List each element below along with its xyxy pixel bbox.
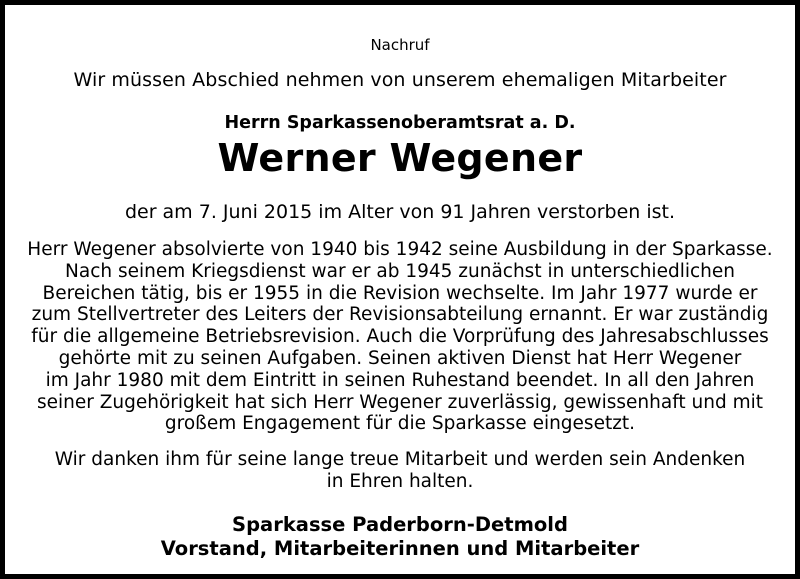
biography-line: im Jahr 1980 mit dem Eintritt in seinen Ruhestand beendet. In all den Jahren [45, 369, 755, 391]
biography-line: Nach seinem Kriegsdienst war er ab 1945 zunächst in unterschiedlichen [65, 260, 735, 282]
thanks-line: Wir danken ihm für seine lange treue Mitarbeit und werden sein Andenken [54, 449, 746, 470]
signature-group: Vorstand, Mitarbeiterinnen und Mitarbeiter [160, 537, 640, 560]
death-date-line: der am 7. Juni 2015 im Alter von 91 Jahren verstorben ist. [124, 201, 676, 223]
biography-line: gehörte mit zu seinen Aufgaben. Seinen aktiven Dienst hat Herr Wegener [58, 347, 742, 369]
biography-line: für die allgemeine Betriebsrevision. Auch die Vorprüfung des Jahresabschlusses [31, 326, 769, 348]
biography-line: großem Engagement für die Sparkasse eingesetzt. [164, 413, 636, 435]
notice-heading: Nachruf [370, 36, 430, 54]
intro-text: Wir müssen Abschied nehmen von unserem ehemaligen Mitarbeiter [73, 69, 727, 91]
biography-line: seiner Zugehörigkeit hat sich Herr Wegener zuverlässig, gewissenhaft und mit [36, 391, 764, 413]
biography-line: zum Stellvertreter des Leiters der Revisionsabteilung ernannt. Er war zuständig [31, 304, 769, 326]
deceased-name: Werner Wegener [217, 136, 583, 180]
deceased-title: Herrn Sparkassenoberamtsrat a. D. [224, 113, 576, 133]
biography-line: Herr Wegener absolvierte von 1940 bis 1942 seine Ausbildung in der Sparkasse. [27, 239, 773, 260]
thanks-line: in Ehren halten. [326, 471, 474, 492]
signature-organization: Sparkasse Paderborn-Detmold [232, 513, 568, 536]
thanks-paragraph [5, 449, 795, 493]
biography-line: Bereichen tätig, bis er 1955 in die Revision wechselte. Im Jahr 1977 wurde er [42, 282, 758, 304]
biography [5, 239, 795, 435]
